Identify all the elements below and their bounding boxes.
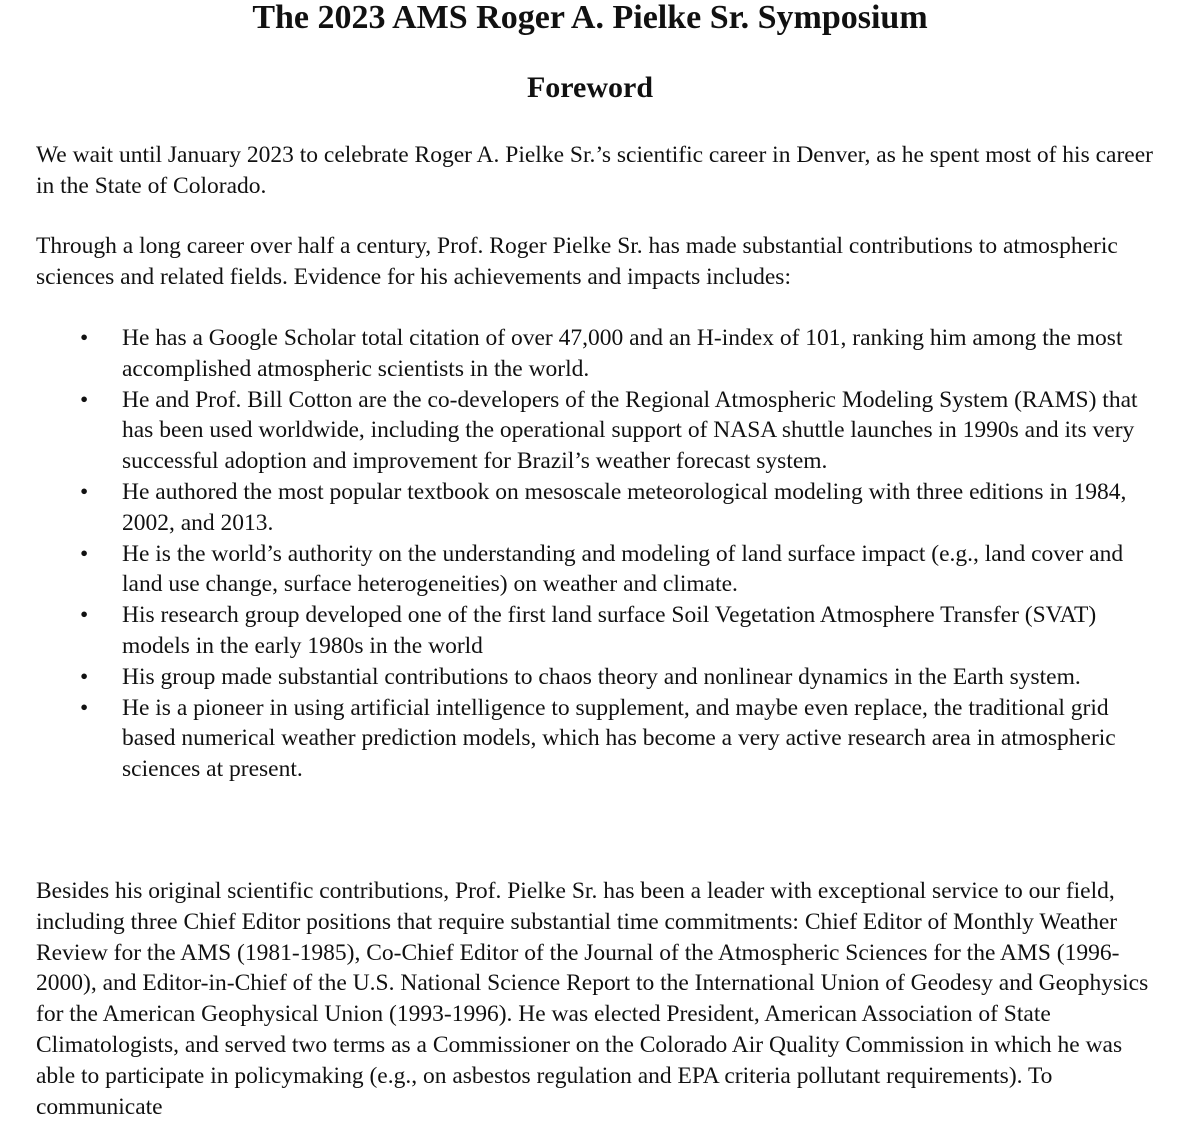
list-item <box>36 600 1166 662</box>
list-item-text: His research group developed one of the first land surface Soil Vegetation Atmosphere Transfer (SVAT) models in the early 1980s in the world <box>122 602 1097 659</box>
list-item-text: He has a Google Scholar total citation of over 47,000 and an H-index of 101, ranking him among the most accomplished atmospheric scientists in the world. <box>122 325 1123 382</box>
bullet-icon: • <box>80 540 89 567</box>
achievements-list <box>36 323 1166 785</box>
list-item-text: His group made substantial contributions to chaos theory and nonlinear dynamics in the Earth system. <box>122 663 1081 690</box>
bullet-icon: • <box>80 478 89 505</box>
list-item <box>36 693 1166 785</box>
paragraph-career: Through a long career over half a century, Prof. Roger Pielke Sr. has made substantial contributions to atmospheric sciences and related fields. Evidence for his achievements and impacts includes: <box>36 233 1118 290</box>
list-item-text: He is a pioneer in using artificial intelligence to supplement, and maybe even replace, the traditional grid based numerical weather prediction models, which has become a very active research area in atmospheric sciences at present. <box>122 694 1116 783</box>
section-heading-foreword: Foreword <box>526 71 654 104</box>
bullet-icon: • <box>80 694 89 721</box>
document-title: The 2023 AMS Roger A. Pielke Sr. Symposium <box>252 0 928 36</box>
bullet-icon: • <box>80 325 89 351</box>
bullet-icon: • <box>80 602 89 629</box>
list-item <box>36 539 1166 601</box>
bullet-icon: • <box>80 386 89 413</box>
list-item <box>36 477 1166 539</box>
list-item-text: He is the world’s authority on the understanding and modeling of land surface impact (e.g., land cover and land use change, surface heterogeneities) on weather and climate. <box>122 540 1124 598</box>
list-item <box>36 385 1166 477</box>
list-item-text: He authored the most popular textbook on mesoscale meteorological modeling with three editions in 1984, 2002, and 2013. <box>122 478 1127 536</box>
list-item <box>36 323 1166 385</box>
paragraph-intro: We wait until January 2023 to celebrate Roger A. Pielke Sr.’s scientific career in Denver, as he spent most of his career in the State of Colorado. <box>36 142 1153 199</box>
bullet-icon: • <box>80 663 89 690</box>
list-item <box>36 662 1166 693</box>
paragraph-service: Besides his original scientific contributions, Prof. Pielke Sr. has been a leader with exceptional service to our field, including three Chief Editor positions that require substantial time commitments: Chief Editor of Monthly Weather Review for the AMS (1981-1985), Co-Chief Editor of the Journal of the Atmospheric Sciences for the AMS (1996-2000), and Editor-in-Chief of the U.S. National Science Report to the International Union of Geodesy and Geophysics for the American Geophysical Union (1993-1996). He was elected President, American Association of State Climatologists, and served two terms as a Commissioner on the Colorado Air Quality Commission in which he was able to participate in policymaking (e.g., on asbestos regulation and EPA criteria pollutant requirements). To communicate <box>36 878 1149 1120</box>
list-item-text: He and Prof. Bill Cotton are the co-developers of the Regional Atmospheric Modeling System (RAMS) that has been used worldwide, including the operational support of NASA shuttle launches in 1990s and its very successful adoption and improvement for Brazil’s weather forecast system. <box>122 386 1138 475</box>
